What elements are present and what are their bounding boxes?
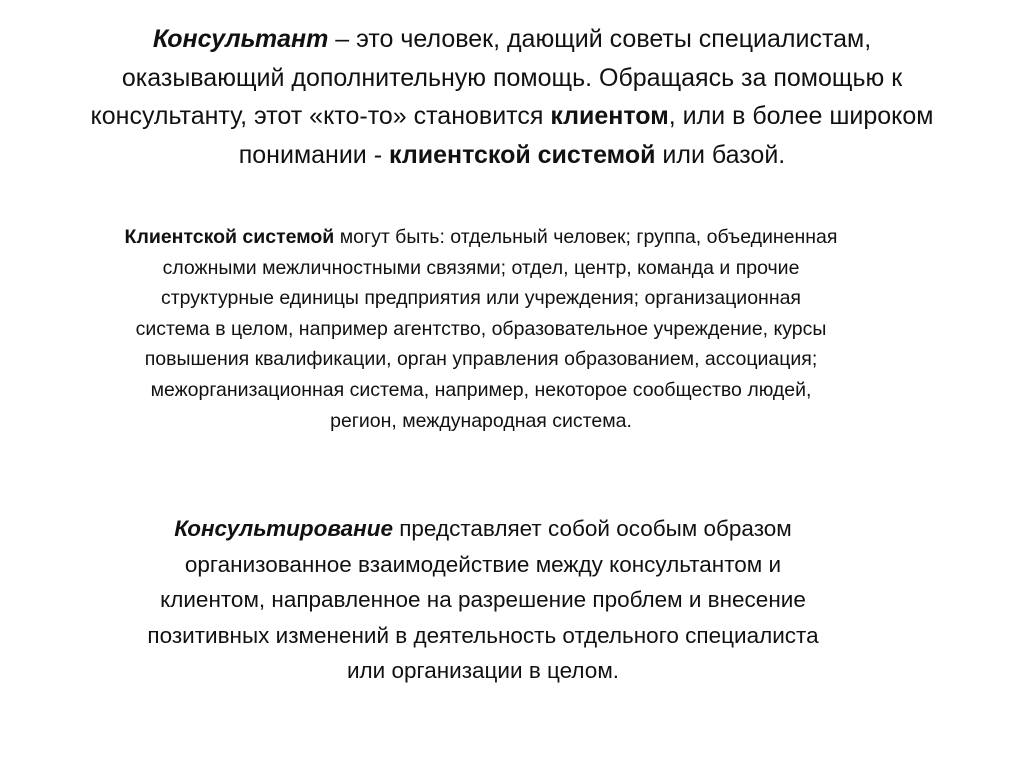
- term-consultant: Консультант: [152, 25, 329, 53]
- consulting-definition-paragraph: [138, 511, 828, 689]
- term-client: клиентом: [550, 102, 669, 130]
- definition-text-c: или базой.: [655, 140, 786, 169]
- term-client-system: клиентской системой: [389, 140, 656, 169]
- consultant-definition-paragraph: [90, 20, 934, 174]
- consulting-text: представляет собой особым образом организованное взаимодействие между консультантом и клиентом, направленное на разрешение проблем и внесение позитивных изменений в деятельность отдельного специалиста или организации в целом.: [147, 516, 819, 684]
- term-client-system-heading: Клиентской системой: [124, 226, 335, 248]
- definition-text-a: – это человек, дающий советы специалистам, оказывающий дополнительную помощь. Обращаясь за помощью к консультанту, этот «кто-то» становится: [90, 25, 903, 130]
- term-consulting: Консультирование: [174, 516, 393, 541]
- client-system-text: могут быть: отдельный человек; группа, объединенная сложными межличностными связями; отдел, центр, команда и прочие структурные единицы предприятия или учреждения; организационная система в целом, например агентство, образовательное учреждение, курсы повышения квалификации, орган управления образованием, ассоциация; межорганизационная система, например, некоторое сообщество людей, регион, международная система.: [135, 226, 838, 432]
- client-system-paragraph: [122, 222, 840, 436]
- definition-text-b: , или в более широком понимании -: [238, 102, 934, 169]
